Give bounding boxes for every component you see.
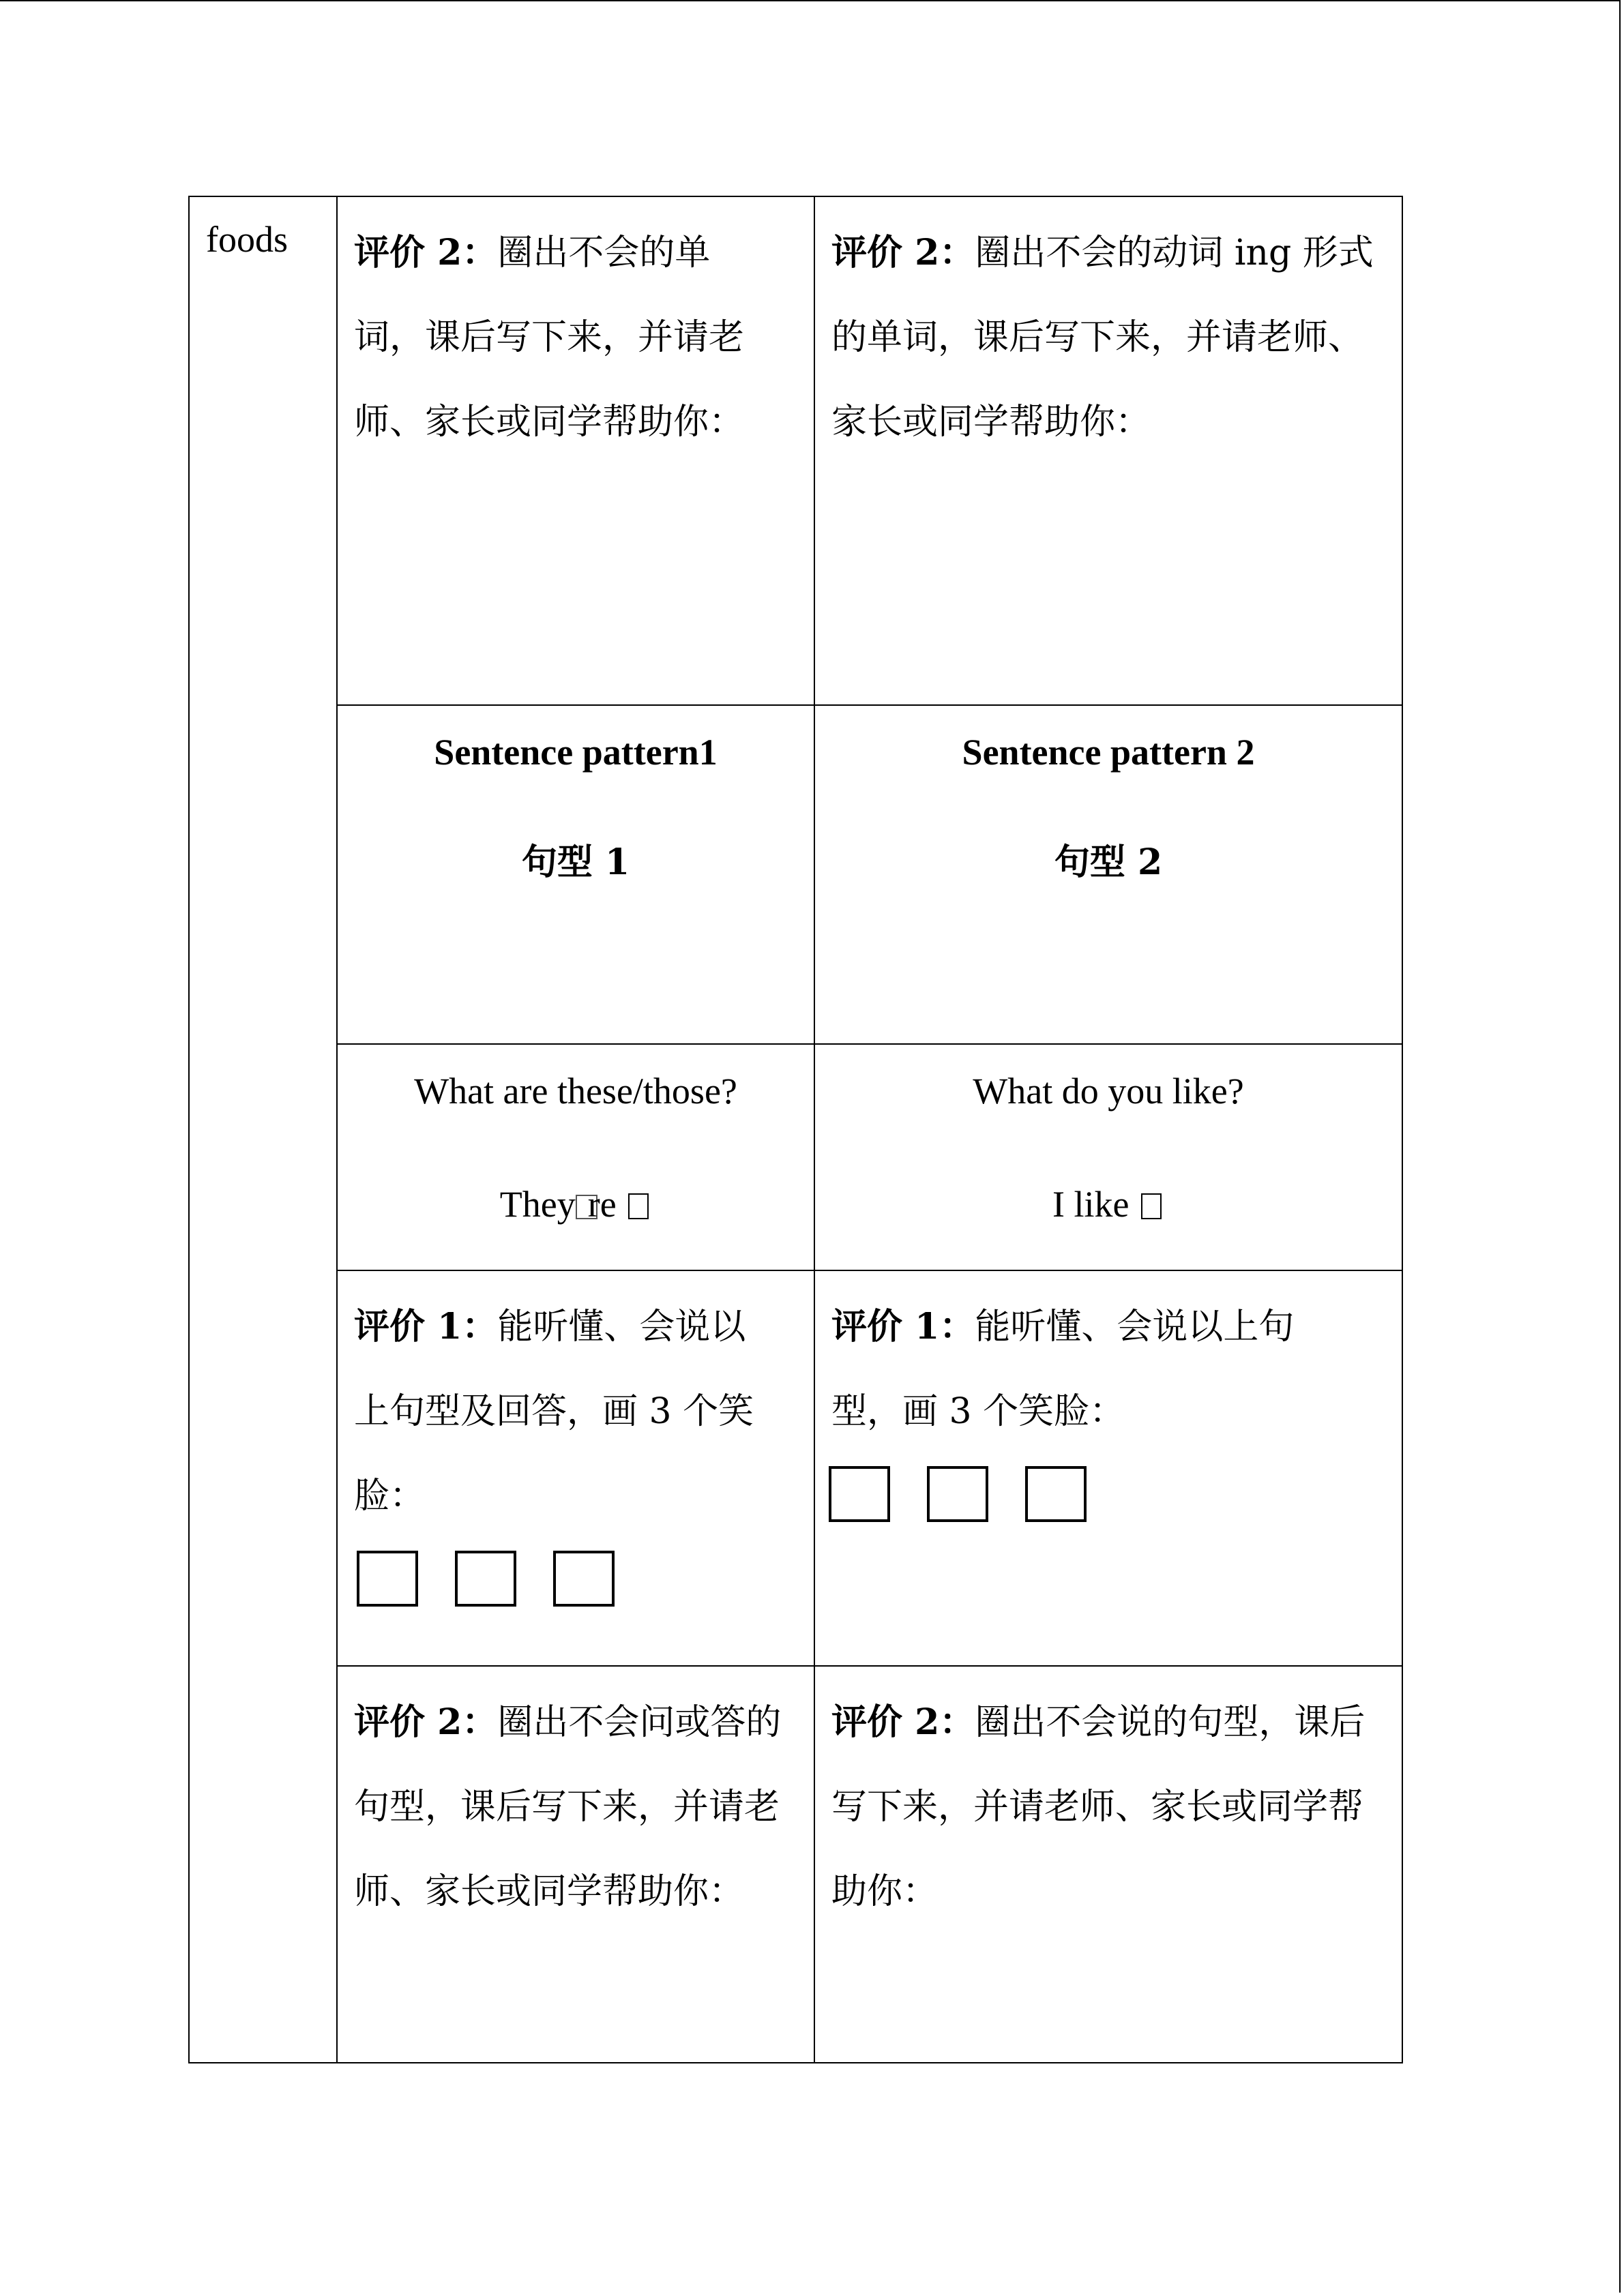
pattern1-title: Sentence pattern1 [434,732,718,773]
eval-text: 圈出不会的单词，课后写下来，并请老师、家长或同学帮助你： [354,233,745,443]
smiley-box[interactable] [455,1551,516,1607]
sentence1-answer-end: re [587,1184,617,1225]
eval-label-sep: ： [939,1306,975,1347]
eval-label-sep: ： [462,1306,498,1347]
pattern1-subtitle: 句型 1 [521,841,630,883]
table-row [189,1666,1402,2063]
eval2-patterns-cell-right [814,1666,1402,2063]
eval-label: 评价 2 [831,232,940,273]
eval2-words-right [831,211,1388,464]
sentence2-cell [814,1044,1402,1270]
eval2-words-cell-left [337,196,814,705]
eval2-patterns-right [831,1680,1388,1934]
sentence2-answer [815,1184,1402,1225]
eval2-patterns-cell-left [337,1666,814,2063]
eval2-patterns-left [354,1680,800,1934]
eval-label-sep: ： [939,1701,975,1743]
eval1-left [354,1285,800,1538]
sentence1-question: What are these/those? [414,1071,737,1112]
eval2-words-left [354,211,800,464]
eval-text: 能听懂、会说以上句型，画 3 个笑脸： [831,1307,1295,1432]
table-row [189,1270,1402,1666]
smiley-box[interactable] [829,1466,890,1522]
eval-text: 圈出不会的动词 ing 形式的单词，课后写下来，并请老师、家长或同学帮助你： [831,233,1374,443]
eval-label-sep: ： [462,232,498,273]
eval-text: 圈出不会问或答的句型，课后写下来，并请老师、家长或同学帮助你： [354,1702,782,1912]
eval-text: 圈出不会说的句型，课后写下来，并请老师、家长或同学帮助你： [831,1702,1365,1912]
pattern2-title: Sentence pattern 2 [962,732,1255,773]
table-row [189,1044,1402,1270]
sentence2-question: What do you like? [973,1071,1244,1112]
smiley-boxes-right [829,1466,1388,1522]
sentence1-cell [337,1044,814,1270]
evaluation-table [188,196,1403,2063]
smiley-box[interactable] [1025,1466,1087,1522]
smiley-boxes-left [357,1551,800,1607]
topic-cell [189,196,337,2063]
smiley-box[interactable] [357,1551,418,1607]
eval1-right [831,1285,1388,1454]
missing-glyph-icon [1141,1193,1162,1219]
table-row [189,705,1402,1044]
eval1-cell-right [814,1270,1402,1666]
smiley-box[interactable] [553,1551,615,1607]
eval-label-sep: ： [462,1701,498,1743]
sentence1-answer-start: They [499,1184,576,1225]
pattern2-subtitle: 句型 2 [1054,841,1163,883]
eval-label: 评价 2 [354,232,462,273]
eval2-words-cell-right [814,196,1402,705]
missing-glyph-icon [628,1193,649,1219]
eval-label: 评价 1 [354,1306,462,1347]
sentence1-answer [338,1184,814,1225]
eval-label-sep: ： [939,232,975,273]
eval1-cell-left [337,1270,814,1666]
pattern2-cell [814,705,1402,1044]
eval-label: 评价 1 [831,1306,940,1347]
eval-label: 评价 2 [831,1701,940,1743]
eval-label: 评价 2 [354,1701,462,1743]
table-row [189,196,1402,705]
sentence2-answer-start: I like [1052,1184,1130,1225]
eval-text: 能听懂、会说以上句型及回答，画 3 个笑脸： [354,1307,754,1517]
topic-label: foods [206,219,288,260]
smiley-box[interactable] [927,1466,988,1522]
pattern1-cell [337,705,814,1044]
